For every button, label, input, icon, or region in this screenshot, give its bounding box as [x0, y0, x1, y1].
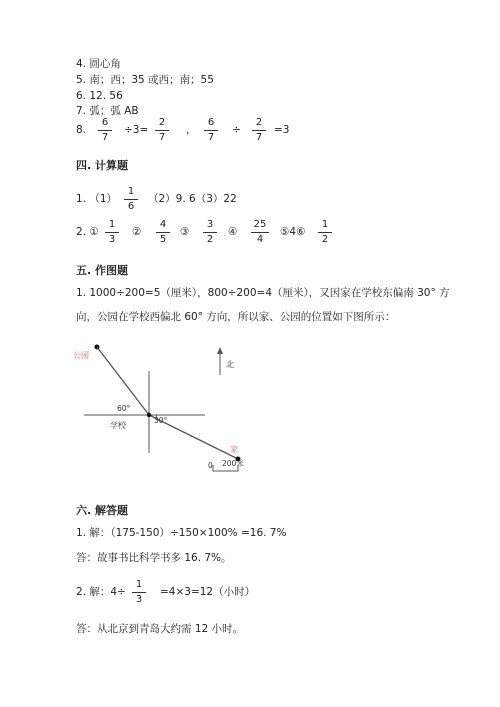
calc-q1-rest: （2）9. 6（3）22 — [148, 193, 237, 205]
fraction — [252, 117, 266, 144]
drawing-text-line1: 1. 1000÷200=5（厘米），800÷200=4（厘米），又因家在学校东偏南 30° 方 — [76, 287, 450, 299]
denominator: 4 — [256, 234, 264, 245]
section-title-calculation: 四. 计算题 — [76, 159, 129, 172]
numerator: 6 — [101, 117, 109, 128]
denominator: 7 — [101, 132, 109, 143]
numerator: 2 — [255, 117, 263, 128]
numerator: 2 — [158, 117, 166, 128]
drawing-text-line2: 向，公园在学校西偏北 60° 方向，所以家、公园的位置如下图所示： — [76, 311, 396, 323]
numerator: 25 — [253, 219, 267, 230]
park-label: 公园 — [73, 351, 89, 360]
denominator: 7 — [207, 132, 215, 143]
numerator: 3 — [206, 219, 214, 230]
answer-5: 5. 南；西；35 或西；南；55 — [76, 74, 214, 86]
numerator: 1 — [135, 579, 143, 590]
solution-q2-label: 2. 解：4÷ — [76, 586, 126, 598]
operator: ÷3= — [124, 124, 149, 136]
denominator: 2 — [206, 234, 214, 245]
answer-4: 4. 圆心角 — [76, 58, 121, 70]
numerator: 6 — [207, 117, 215, 128]
section-title-solution: 六. 解答题 — [76, 504, 129, 517]
result: =3 — [274, 124, 290, 136]
denominator: 5 — [159, 234, 167, 245]
section-title-drawing: 五. 作图题 — [76, 264, 129, 277]
fraction — [132, 579, 146, 606]
denominator: 2 — [321, 234, 329, 245]
denominator: 7 — [255, 132, 263, 143]
school-label: 学校 — [110, 421, 126, 430]
answer-6: 6. 12. 56 — [76, 90, 123, 102]
fraction — [124, 186, 138, 213]
solution-q1: 1. 解：（175-150）÷150×100% =16. 7% — [76, 527, 287, 539]
angle-30-label: 30° — [154, 416, 168, 425]
calc-q1-label: 1. （1） — [76, 193, 118, 205]
fraction — [204, 117, 218, 144]
home-label: 家 — [230, 445, 238, 454]
operator: ÷ — [232, 124, 241, 136]
angle-60-label: 60° — [117, 404, 131, 413]
north-arrowhead-icon — [217, 347, 223, 354]
answer-7: 7. 弧；弧 AB — [76, 105, 139, 117]
fraction — [156, 219, 170, 246]
solution-a1: 答：故事书比科学书多 16. 7%。 — [76, 552, 232, 564]
denominator: 7 — [158, 132, 166, 143]
fraction — [155, 117, 169, 144]
fraction — [318, 219, 332, 246]
fraction — [105, 219, 119, 246]
denominator: 3 — [108, 234, 116, 245]
fraction — [203, 219, 217, 246]
numerator: 1 — [108, 219, 116, 230]
fraction — [251, 219, 269, 246]
north-label: 北 — [226, 360, 234, 369]
school-point — [147, 413, 151, 417]
answer-8-label: 8. — [76, 124, 87, 136]
denominator: 3 — [135, 594, 143, 605]
scale-zero-label: 0 — [208, 461, 213, 470]
solution-a2: 答：从北京到青岛大约需 12 小时。 — [76, 623, 244, 635]
numerator: 1 — [321, 219, 329, 230]
denominator: 6 — [127, 201, 135, 212]
numerator: 1 — [127, 186, 135, 197]
calc-q2-label: 2. ① — [76, 226, 99, 238]
numerator: 4 — [159, 219, 167, 230]
circled-number: ④ — [228, 226, 238, 238]
fraction — [98, 117, 112, 144]
circled-number: ③ — [180, 226, 190, 238]
scale-length-label: 200米 — [222, 459, 244, 468]
separator: ， — [186, 124, 197, 136]
position-diagram — [70, 335, 290, 475]
circled-number: ② — [132, 226, 142, 238]
circled-number: ⑤4⑥ — [280, 226, 306, 238]
solution-q2-rest: =4×3=12（小时） — [160, 586, 256, 598]
